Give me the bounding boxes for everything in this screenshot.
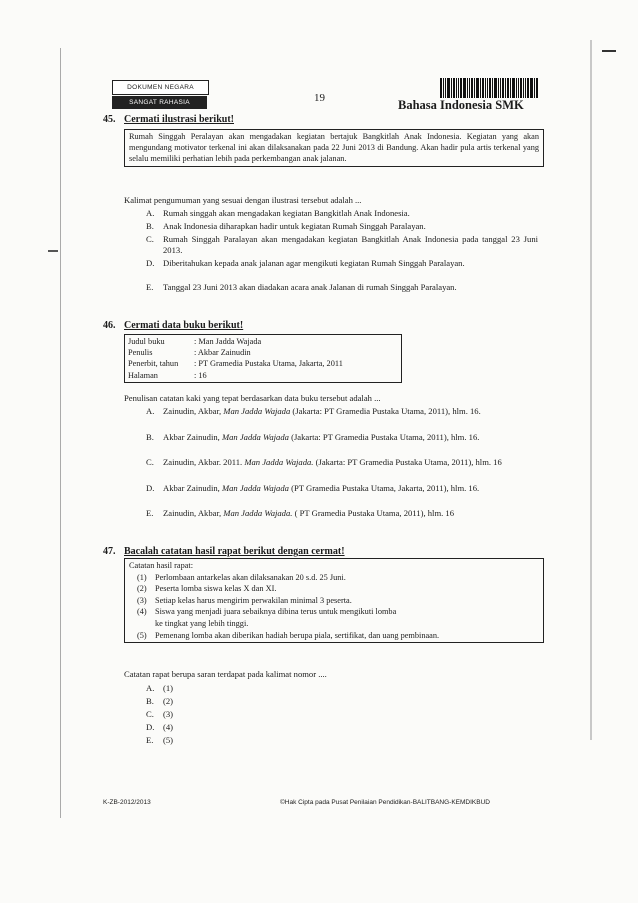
option-letter: B. bbox=[146, 432, 154, 442]
scan-edge-right bbox=[590, 40, 592, 740]
answer-option[interactable] bbox=[146, 221, 538, 232]
option-text: Anak Indonesia diharapkan hadir untuk kegiatan Rumah Singgah Paralayan. bbox=[163, 221, 426, 231]
question-number: 46. bbox=[103, 320, 116, 331]
option-letter: A. bbox=[146, 406, 155, 416]
question-title: Cermati ilustrasi berikut! bbox=[124, 114, 234, 125]
option-letter: C. bbox=[146, 234, 154, 244]
option-text-title: Man Jadda Wajada bbox=[221, 432, 289, 442]
option-letter: C. bbox=[146, 709, 154, 719]
option-letter: D. bbox=[146, 722, 155, 732]
barcode bbox=[440, 78, 540, 98]
option-text: (4) bbox=[163, 722, 174, 732]
illustration-text: Rumah Singgah Peralayan akan mengadakan kegiatan bertajuk Bangkitlah Anak Indonesia. Kegiatan yang akan mengundang motivator terkenal ini akan dilaksanakan pada 22 Juni 2013 di Bandung. Akan hadir pula artis terkenal yang selalu memiliki perhatian lebih pada perkembangan anak jalanan. bbox=[129, 132, 539, 164]
book-data-row: Penerbit, tahun : PT Gramedia Pustaka Utama, Jakarta, 2011 bbox=[128, 359, 343, 369]
answer-option[interactable] bbox=[146, 406, 538, 417]
option-letter: D. bbox=[146, 483, 155, 493]
question-number: 47. bbox=[103, 546, 116, 557]
question-stem: Kalimat pengumuman yang sesuai dengan ilustrasi tersebut adalah ... bbox=[124, 195, 362, 205]
option-text-author: Zainudin, Akbar, bbox=[163, 406, 224, 416]
question-number: 45. bbox=[103, 114, 116, 125]
option-text-publisher: (Jakarta: PT Gramedia Pustaka Utama, 2011), hlm. 16. bbox=[290, 406, 481, 416]
notes-heading: Catatan hasil rapat: bbox=[129, 561, 194, 570]
answer-option[interactable] bbox=[146, 208, 538, 219]
page-number: 19 bbox=[314, 92, 325, 104]
option-text: (1) bbox=[163, 683, 174, 693]
option-text-author: Akbar Zainudin, bbox=[163, 483, 222, 493]
option-text bbox=[163, 406, 538, 417]
option-text-author: Akbar Zainudin, bbox=[163, 432, 222, 442]
option-letter: B. bbox=[146, 696, 154, 706]
option-text-title: Man Jadda Wajada bbox=[223, 406, 291, 416]
option-letter: B. bbox=[146, 221, 154, 231]
option-text: (2) bbox=[163, 696, 174, 706]
copyright-notice: ©Hak Cipta pada Pusat Penilaian Pendidikan-BALITBANG-KEMDIKBUD bbox=[280, 799, 490, 806]
question-title: Cermati data buku berikut! bbox=[124, 320, 244, 331]
illustration-box bbox=[124, 129, 544, 167]
note-item: (2) Peserta lomba siswa kelas X dan XI. bbox=[137, 584, 277, 594]
option-text-publisher: ( PT Gramedia Pustaka Utama, 2011), hlm. 16 bbox=[292, 508, 455, 518]
option-text-title: Man Jadda Wajada. bbox=[244, 457, 314, 467]
answer-option[interactable] bbox=[146, 432, 538, 443]
note-item: (3) Setiap kelas harus mengirim perwakilan minimal 3 peserta. bbox=[137, 595, 352, 605]
option-text-publisher: (Jakarta: PT Gramedia Pustaka Utama, 2011), hlm. 16 bbox=[313, 457, 502, 467]
option-letter: D. bbox=[146, 258, 155, 268]
book-data-box bbox=[124, 334, 402, 383]
document-classification-label: DOKUMEN NEGARA bbox=[112, 80, 209, 95]
answer-option[interactable] bbox=[146, 508, 538, 519]
option-letter: E. bbox=[146, 735, 154, 745]
answer-option[interactable] bbox=[146, 282, 538, 293]
meeting-notes-box bbox=[124, 558, 544, 643]
option-text: Rumah singgah akan mengadakan kegiatan Bangkitlah Anak Indonesia. bbox=[163, 208, 410, 218]
note-item: (4) Siswa yang menjadi juara sebaiknya dibina terus untuk mengikuti lomba ke tingkat yang lebih tinggi. bbox=[137, 607, 397, 628]
answer-option[interactable] bbox=[146, 722, 173, 732]
answer-option[interactable] bbox=[146, 483, 538, 494]
option-text bbox=[163, 508, 538, 519]
note-item: (5) Pemenang lomba akan diberikan hadiah berupa piala, sertifikat, dan uang pembinaan. bbox=[137, 630, 440, 640]
question-stem: Catatan rapat berupa saran terdapat pada kalimat nomor .... bbox=[124, 669, 327, 679]
subject-title: Bahasa Indonesia SMK bbox=[398, 98, 524, 112]
secret-classification-label: SANGAT RAHASIA bbox=[112, 96, 207, 109]
answer-option[interactable] bbox=[146, 457, 538, 468]
scan-mark bbox=[48, 250, 58, 252]
answer-option[interactable] bbox=[146, 696, 173, 706]
option-text: (3) bbox=[163, 709, 174, 719]
book-data-row: Penulis : Akbar Zainudin bbox=[128, 348, 251, 358]
option-text-publisher: (Jakarta: PT Gramedia Pustaka Utama, 2011), hlm. 16. bbox=[288, 432, 480, 442]
option-text bbox=[163, 457, 538, 468]
book-data-row: Halaman : 16 bbox=[128, 370, 207, 380]
option-text: Rumah Singgah Paralayan akan mengadakan kegiatan Bangkitlah Anak Indonesia pada tanggal 23 Juni 2013. bbox=[163, 234, 538, 256]
book-data-row: Judul buku : Man Jadda Wajada bbox=[128, 337, 262, 346]
option-letter: E. bbox=[146, 508, 154, 518]
answer-option[interactable] bbox=[146, 709, 173, 719]
option-text: Tanggal 23 Juni 2013 akan diadakan acara anak Jalanan di rumah Singgah Paralayan. bbox=[163, 282, 457, 292]
option-letter: A. bbox=[146, 683, 155, 693]
option-text-title: Man Jadda Wajada. bbox=[223, 508, 293, 518]
scan-mark bbox=[602, 50, 616, 52]
answer-option[interactable] bbox=[146, 683, 173, 693]
question-stem: Penulisan catatan kaki yang tepat berdasarkan data buku tersebut adalah ... bbox=[124, 393, 381, 403]
exam-code: K-ZB-2012/2013 bbox=[103, 799, 151, 806]
option-text-title: Man Jadda Wajada bbox=[221, 483, 289, 493]
option-text bbox=[163, 483, 538, 494]
option-text-author: Zainudin, Akbar, bbox=[163, 508, 224, 518]
option-text bbox=[163, 432, 538, 443]
option-text: Diberitahukan kepada anak jalanan agar mengikuti kegiatan Rumah Singgah Paralayan. bbox=[163, 258, 465, 268]
option-letter: A. bbox=[146, 208, 155, 218]
option-letter: C. bbox=[146, 457, 154, 467]
scan-edge-left bbox=[60, 48, 61, 818]
answer-option[interactable] bbox=[146, 258, 538, 269]
option-letter: E. bbox=[146, 282, 154, 292]
option-text: (5) bbox=[163, 735, 174, 745]
answer-option[interactable] bbox=[146, 234, 538, 256]
answer-option[interactable] bbox=[146, 735, 173, 745]
note-item: (1) Perlombaan antarkelas akan dilaksanakan 20 s.d. 25 Juni. bbox=[137, 572, 346, 582]
question-title: Bacalah catatan hasil rapat berikut dengan cermat! bbox=[124, 546, 345, 557]
option-text-publisher: (PT Gramedia Pustaka Utama, Jakarta, 2011), hlm. 16. bbox=[288, 483, 480, 493]
option-text-author: Zainudin, Akbar. 2011. bbox=[163, 457, 245, 467]
